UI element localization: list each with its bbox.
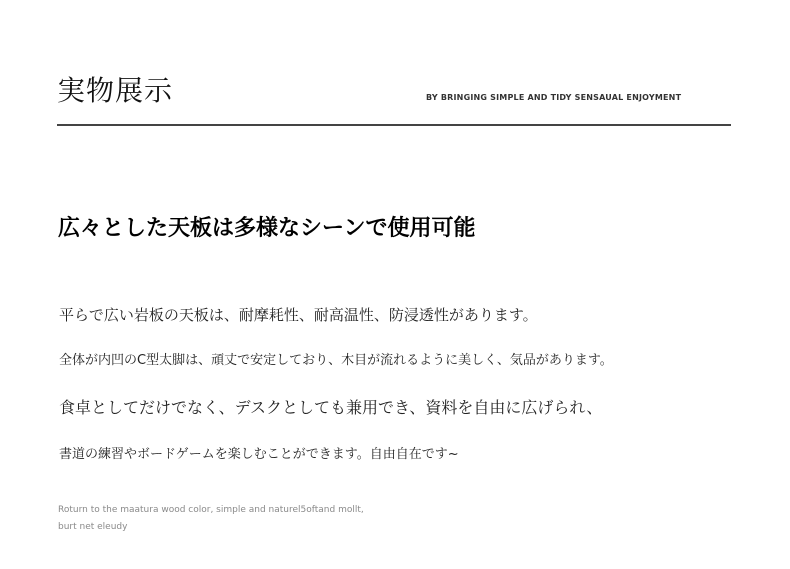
header-divider — [57, 124, 731, 126]
page-title: 実物展示 — [57, 74, 174, 107]
footnote — [58, 502, 418, 536]
tagline: BY BRINGING SIMPLE AND TIDY SENSAUAL ENJOYMENT — [426, 93, 682, 102]
description-line-1: 平らで広い岩板の天板は、耐摩耗性、耐高温性、防浸透性があります。 — [59, 306, 538, 324]
description-line-2: 全体が内凹のC型太脚は、頑丈で安定しており、木目が流れるように美しく、気品があります。 — [59, 353, 613, 368]
headline: 広々とした天板は多様なシーンで使用可能 — [58, 216, 476, 241]
footnote-line-1: Roturn to the maatura wood color, simple and naturel5oftand mollt, — [58, 505, 364, 515]
footnote-line-2: burt net eleudy — [58, 522, 128, 532]
description-line-3: 食卓としてだけでなく、デスクとしても兼用でき、資料を自由に広げられ、 — [59, 398, 603, 417]
description-line-4: 書道の練習やボードゲームを楽しむことができます。自由自在です~ — [59, 447, 459, 462]
